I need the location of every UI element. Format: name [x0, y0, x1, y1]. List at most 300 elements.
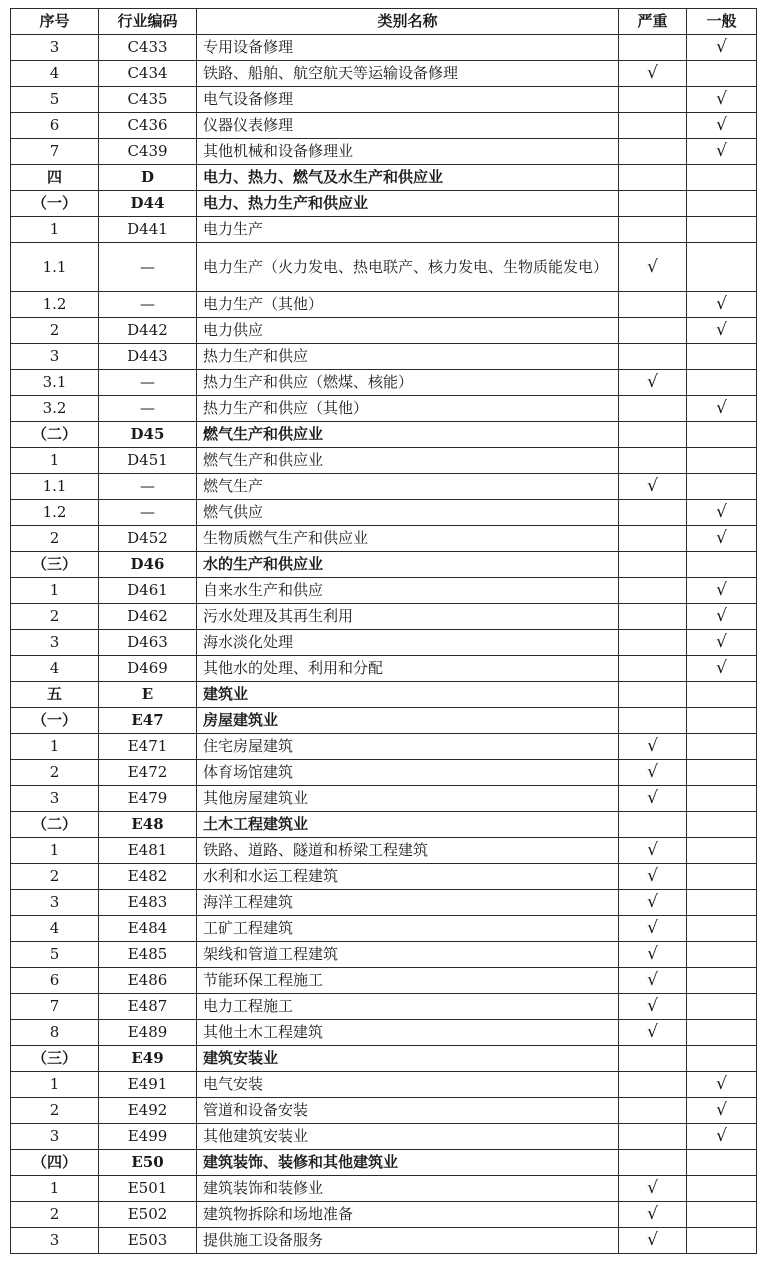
row-general-cell [687, 35, 757, 61]
row-general-cell [687, 890, 757, 916]
row-category-name: 电力生产（火力发电、热电联产、核力发电、生物质能发电） [197, 243, 619, 292]
row-seq: 1 [11, 217, 99, 243]
row-severe-cell [619, 838, 687, 864]
check-mark-icon: √ [716, 320, 727, 340]
row-general-cell [687, 1150, 757, 1176]
row-code: — [99, 396, 197, 422]
row-code: E501 [99, 1176, 197, 1202]
row-category-name: 工矿工程建筑 [197, 916, 619, 942]
table-row [11, 1202, 757, 1228]
row-severe-cell [619, 1072, 687, 1098]
row-code: C433 [99, 35, 197, 61]
header-severe: 严重 [619, 9, 687, 35]
row-general-cell [687, 578, 757, 604]
table-row [11, 1046, 757, 1072]
row-severe-cell [619, 448, 687, 474]
row-seq: 1 [11, 448, 99, 474]
row-severe-cell [619, 61, 687, 87]
row-general-cell [687, 968, 757, 994]
header-row [11, 9, 757, 35]
row-category-name: 电气设备修理 [197, 87, 619, 113]
row-general-cell [687, 786, 757, 812]
table-row [11, 87, 757, 113]
row-seq: 7 [11, 994, 99, 1020]
row-general-cell [687, 165, 757, 191]
row-general-cell [687, 243, 757, 292]
table-row [11, 1176, 757, 1202]
header-seq: 序号 [11, 9, 99, 35]
row-severe-cell [619, 786, 687, 812]
check-mark-icon: √ [647, 944, 658, 964]
header-category-name: 类别名称 [197, 9, 619, 35]
row-severe-cell [619, 1228, 687, 1254]
check-mark-icon: √ [647, 736, 658, 756]
row-severe-cell [619, 1176, 687, 1202]
row-severe-cell [619, 942, 687, 968]
row-seq: 1.1 [11, 474, 99, 500]
check-mark-icon: √ [647, 762, 658, 782]
row-code: E483 [99, 890, 197, 916]
table-row [11, 35, 757, 61]
check-mark-icon: √ [716, 606, 727, 626]
row-general-cell [687, 864, 757, 890]
row-seq: 3 [11, 786, 99, 812]
check-mark-icon: √ [716, 1074, 727, 1094]
row-code: D46 [99, 552, 197, 578]
row-seq: 3 [11, 35, 99, 61]
row-seq: 2 [11, 1202, 99, 1228]
table-row [11, 448, 757, 474]
row-general-cell [687, 370, 757, 396]
table-row [11, 292, 757, 318]
row-code: E50 [99, 1150, 197, 1176]
row-general-cell [687, 656, 757, 682]
row-seq: 4 [11, 656, 99, 682]
row-seq: 1 [11, 578, 99, 604]
row-seq: （二） [11, 422, 99, 448]
row-code: C436 [99, 113, 197, 139]
table-row [11, 968, 757, 994]
table-row [11, 344, 757, 370]
row-category-name: 电力工程施工 [197, 994, 619, 1020]
row-general-cell [687, 734, 757, 760]
row-severe-cell [619, 708, 687, 734]
row-category-name: 体育场馆建筑 [197, 760, 619, 786]
row-seq: 7 [11, 139, 99, 165]
row-category-name: 污水处理及其再生利用 [197, 604, 619, 630]
row-general-cell [687, 87, 757, 113]
check-mark-icon: √ [647, 372, 658, 392]
row-general-cell [687, 1020, 757, 1046]
table-row [11, 864, 757, 890]
row-category-name: 房屋建筑业 [197, 708, 619, 734]
table-row [11, 191, 757, 217]
row-general-cell [687, 994, 757, 1020]
row-category-name: 燃气生产和供应业 [197, 448, 619, 474]
row-general-cell [687, 191, 757, 217]
row-category-name: 仪器仪表修理 [197, 113, 619, 139]
table-row [11, 786, 757, 812]
table-row [11, 994, 757, 1020]
row-general-cell [687, 682, 757, 708]
table-row [11, 708, 757, 734]
row-severe-cell [619, 191, 687, 217]
row-category-name: 电力、热力、燃气及水生产和供应业 [197, 165, 619, 191]
row-general-cell [687, 422, 757, 448]
check-mark-icon: √ [716, 115, 727, 135]
row-severe-cell [619, 578, 687, 604]
row-category-name: 架线和管道工程建筑 [197, 942, 619, 968]
row-category-name: 燃气供应 [197, 500, 619, 526]
row-seq: 2 [11, 318, 99, 344]
row-seq: 1 [11, 1072, 99, 1098]
row-general-cell [687, 217, 757, 243]
row-seq: 2 [11, 864, 99, 890]
row-code: E47 [99, 708, 197, 734]
row-code: E487 [99, 994, 197, 1020]
row-code: — [99, 500, 197, 526]
table-row [11, 1150, 757, 1176]
row-code: — [99, 370, 197, 396]
check-mark-icon: √ [647, 1178, 658, 1198]
row-category-name: 其他房屋建筑业 [197, 786, 619, 812]
row-seq: 3.1 [11, 370, 99, 396]
row-category-name: 生物质燃气生产和供应业 [197, 526, 619, 552]
row-severe-cell [619, 396, 687, 422]
row-category-name: 铁路、船舶、航空航天等运输设备修理 [197, 61, 619, 87]
row-severe-cell [619, 165, 687, 191]
row-category-name: 住宅房屋建筑 [197, 734, 619, 760]
table-row [11, 1072, 757, 1098]
row-severe-cell [619, 1046, 687, 1072]
row-code: D45 [99, 422, 197, 448]
row-category-name: 铁路、道路、隧道和桥梁工程建筑 [197, 838, 619, 864]
table-row [11, 243, 757, 292]
check-mark-icon: √ [647, 1204, 658, 1224]
row-severe-cell [619, 864, 687, 890]
row-seq: 5 [11, 942, 99, 968]
row-code: E479 [99, 786, 197, 812]
check-mark-icon: √ [647, 866, 658, 886]
row-category-name: 建筑业 [197, 682, 619, 708]
row-code: E492 [99, 1098, 197, 1124]
row-code: C434 [99, 61, 197, 87]
row-general-cell [687, 292, 757, 318]
table-row [11, 656, 757, 682]
check-mark-icon: √ [716, 89, 727, 109]
table-row [11, 838, 757, 864]
row-category-name: 自来水生产和供应 [197, 578, 619, 604]
check-mark-icon: √ [716, 502, 727, 522]
row-code: C439 [99, 139, 197, 165]
row-general-cell [687, 500, 757, 526]
table-row [11, 630, 757, 656]
row-severe-cell [619, 474, 687, 500]
row-general-cell [687, 552, 757, 578]
row-category-name: 建筑安装业 [197, 1046, 619, 1072]
row-code: E [99, 682, 197, 708]
table-row [11, 318, 757, 344]
row-general-cell [687, 396, 757, 422]
row-code: E489 [99, 1020, 197, 1046]
table-row [11, 1020, 757, 1046]
check-mark-icon: √ [716, 1126, 727, 1146]
row-general-cell [687, 526, 757, 552]
row-code: E486 [99, 968, 197, 994]
row-general-cell [687, 760, 757, 786]
row-seq: 1 [11, 838, 99, 864]
table-row [11, 942, 757, 968]
row-code: E485 [99, 942, 197, 968]
table-row [11, 500, 757, 526]
row-severe-cell [619, 760, 687, 786]
table-row [11, 165, 757, 191]
row-general-cell [687, 604, 757, 630]
table-row [11, 1124, 757, 1150]
row-code: E49 [99, 1046, 197, 1072]
row-category-name: 建筑物拆除和场地准备 [197, 1202, 619, 1228]
header-general: 一般 [687, 9, 757, 35]
row-seq: 4 [11, 61, 99, 87]
row-severe-cell [619, 552, 687, 578]
table-row [11, 578, 757, 604]
row-seq: 3 [11, 890, 99, 916]
check-mark-icon: √ [647, 256, 658, 277]
row-code: E484 [99, 916, 197, 942]
row-category-name: 建筑装饰、装修和其他建筑业 [197, 1150, 619, 1176]
row-code: D [99, 165, 197, 191]
row-code: E481 [99, 838, 197, 864]
row-severe-cell [619, 1020, 687, 1046]
check-mark-icon: √ [647, 788, 658, 808]
row-general-cell [687, 630, 757, 656]
row-category-name: 水的生产和供应业 [197, 552, 619, 578]
row-seq: 8 [11, 1020, 99, 1046]
row-severe-cell [619, 656, 687, 682]
table-row [11, 396, 757, 422]
row-category-name: 热力生产和供应（燃煤、核能） [197, 370, 619, 396]
row-code: — [99, 243, 197, 292]
check-mark-icon: √ [647, 996, 658, 1016]
row-code: D462 [99, 604, 197, 630]
check-mark-icon: √ [647, 892, 658, 912]
row-category-name: 节能环保工程施工 [197, 968, 619, 994]
table-row [11, 526, 757, 552]
row-category-name: 其他机械和设备修理业 [197, 139, 619, 165]
row-seq: 1.2 [11, 292, 99, 318]
check-mark-icon: √ [647, 63, 658, 83]
row-seq: （一） [11, 191, 99, 217]
row-severe-cell [619, 630, 687, 656]
row-seq: 1 [11, 734, 99, 760]
check-mark-icon: √ [716, 398, 727, 418]
table-row [11, 812, 757, 838]
check-mark-icon: √ [716, 580, 727, 600]
table-row [11, 734, 757, 760]
table-row [11, 139, 757, 165]
row-seq: 3 [11, 630, 99, 656]
row-severe-cell [619, 113, 687, 139]
table-row [11, 760, 757, 786]
table-row [11, 474, 757, 500]
row-severe-cell [619, 526, 687, 552]
row-code: D443 [99, 344, 197, 370]
table-row [11, 916, 757, 942]
row-seq: 1.1 [11, 243, 99, 292]
row-category-name: 其他土木工程建筑 [197, 1020, 619, 1046]
row-seq: 4 [11, 916, 99, 942]
check-mark-icon: √ [716, 632, 727, 652]
row-category-name: 电力供应 [197, 318, 619, 344]
row-code: E491 [99, 1072, 197, 1098]
row-code: D452 [99, 526, 197, 552]
table-row [11, 1228, 757, 1254]
table-row [11, 1098, 757, 1124]
check-mark-icon: √ [647, 970, 658, 990]
table-row [11, 604, 757, 630]
row-severe-cell [619, 422, 687, 448]
row-seq: 2 [11, 760, 99, 786]
row-severe-cell [619, 217, 687, 243]
check-mark-icon: √ [716, 658, 727, 678]
check-mark-icon: √ [647, 840, 658, 860]
table-row [11, 370, 757, 396]
row-general-cell [687, 1046, 757, 1072]
row-category-name: 土木工程建筑业 [197, 812, 619, 838]
row-code: C435 [99, 87, 197, 113]
row-seq: （三） [11, 552, 99, 578]
row-category-name: 管道和设备安装 [197, 1098, 619, 1124]
row-seq: 3 [11, 344, 99, 370]
row-general-cell [687, 139, 757, 165]
row-category-name: 电力生产（其他） [197, 292, 619, 318]
row-severe-cell [619, 812, 687, 838]
check-mark-icon: √ [647, 1022, 658, 1042]
row-category-name: 其他水的处理、利用和分配 [197, 656, 619, 682]
row-general-cell [687, 1202, 757, 1228]
row-category-name: 热力生产和供应 [197, 344, 619, 370]
row-general-cell [687, 1124, 757, 1150]
row-severe-cell [619, 734, 687, 760]
row-category-name: 其他建筑安装业 [197, 1124, 619, 1150]
row-seq: （一） [11, 708, 99, 734]
row-seq: 2 [11, 526, 99, 552]
row-general-cell [687, 344, 757, 370]
row-seq: 四 [11, 165, 99, 191]
row-severe-cell [619, 890, 687, 916]
row-code: D463 [99, 630, 197, 656]
row-seq: 1 [11, 1176, 99, 1202]
row-general-cell [687, 474, 757, 500]
row-general-cell [687, 812, 757, 838]
row-category-name: 海洋工程建筑 [197, 890, 619, 916]
row-seq: 5 [11, 87, 99, 113]
row-general-cell [687, 942, 757, 968]
industry-classification-table [10, 8, 757, 1254]
row-code: E48 [99, 812, 197, 838]
row-severe-cell [619, 1098, 687, 1124]
row-general-cell [687, 708, 757, 734]
row-category-name: 电力、热力生产和供应业 [197, 191, 619, 217]
row-code: E503 [99, 1228, 197, 1254]
row-seq: 6 [11, 968, 99, 994]
check-mark-icon: √ [716, 37, 727, 57]
row-code: D469 [99, 656, 197, 682]
check-mark-icon: √ [647, 918, 658, 938]
row-severe-cell [619, 370, 687, 396]
table-body [11, 35, 757, 1254]
row-severe-cell [619, 682, 687, 708]
row-seq: 3.2 [11, 396, 99, 422]
row-severe-cell [619, 344, 687, 370]
check-mark-icon: √ [716, 1100, 727, 1120]
table-row [11, 217, 757, 243]
table-row [11, 890, 757, 916]
row-severe-cell [619, 292, 687, 318]
row-code: E482 [99, 864, 197, 890]
table-row [11, 682, 757, 708]
row-general-cell [687, 916, 757, 942]
row-severe-cell [619, 1202, 687, 1228]
row-code: D451 [99, 448, 197, 474]
row-seq: 3 [11, 1228, 99, 1254]
check-mark-icon: √ [647, 1230, 658, 1250]
row-code: E502 [99, 1202, 197, 1228]
row-seq: 6 [11, 113, 99, 139]
row-seq: （三） [11, 1046, 99, 1072]
row-general-cell [687, 61, 757, 87]
row-seq: 五 [11, 682, 99, 708]
row-seq: 2 [11, 1098, 99, 1124]
row-general-cell [687, 1072, 757, 1098]
row-seq: 2 [11, 604, 99, 630]
row-seq: 3 [11, 1124, 99, 1150]
check-mark-icon: √ [716, 294, 727, 314]
row-severe-cell [619, 916, 687, 942]
row-category-name: 电力生产 [197, 217, 619, 243]
row-general-cell [687, 318, 757, 344]
row-code: — [99, 474, 197, 500]
row-category-name: 建筑装饰和装修业 [197, 1176, 619, 1202]
row-category-name: 燃气生产和供应业 [197, 422, 619, 448]
row-severe-cell [619, 87, 687, 113]
table-row [11, 552, 757, 578]
check-mark-icon: √ [647, 476, 658, 496]
row-severe-cell [619, 1150, 687, 1176]
row-code: D441 [99, 217, 197, 243]
row-category-name: 热力生产和供应（其他） [197, 396, 619, 422]
row-severe-cell [619, 1124, 687, 1150]
row-category-name: 水利和水运工程建筑 [197, 864, 619, 890]
row-severe-cell [619, 318, 687, 344]
row-code: D442 [99, 318, 197, 344]
row-code: D461 [99, 578, 197, 604]
row-category-name: 提供施工设备服务 [197, 1228, 619, 1254]
row-code: — [99, 292, 197, 318]
row-severe-cell [619, 35, 687, 61]
row-general-cell [687, 448, 757, 474]
table-row [11, 61, 757, 87]
row-general-cell [687, 838, 757, 864]
row-seq: 1.2 [11, 500, 99, 526]
row-category-name: 电气安装 [197, 1072, 619, 1098]
header-code: 行业编码 [99, 9, 197, 35]
row-severe-cell [619, 994, 687, 1020]
check-mark-icon: √ [716, 528, 727, 548]
row-code: D44 [99, 191, 197, 217]
row-general-cell [687, 113, 757, 139]
row-seq: （二） [11, 812, 99, 838]
